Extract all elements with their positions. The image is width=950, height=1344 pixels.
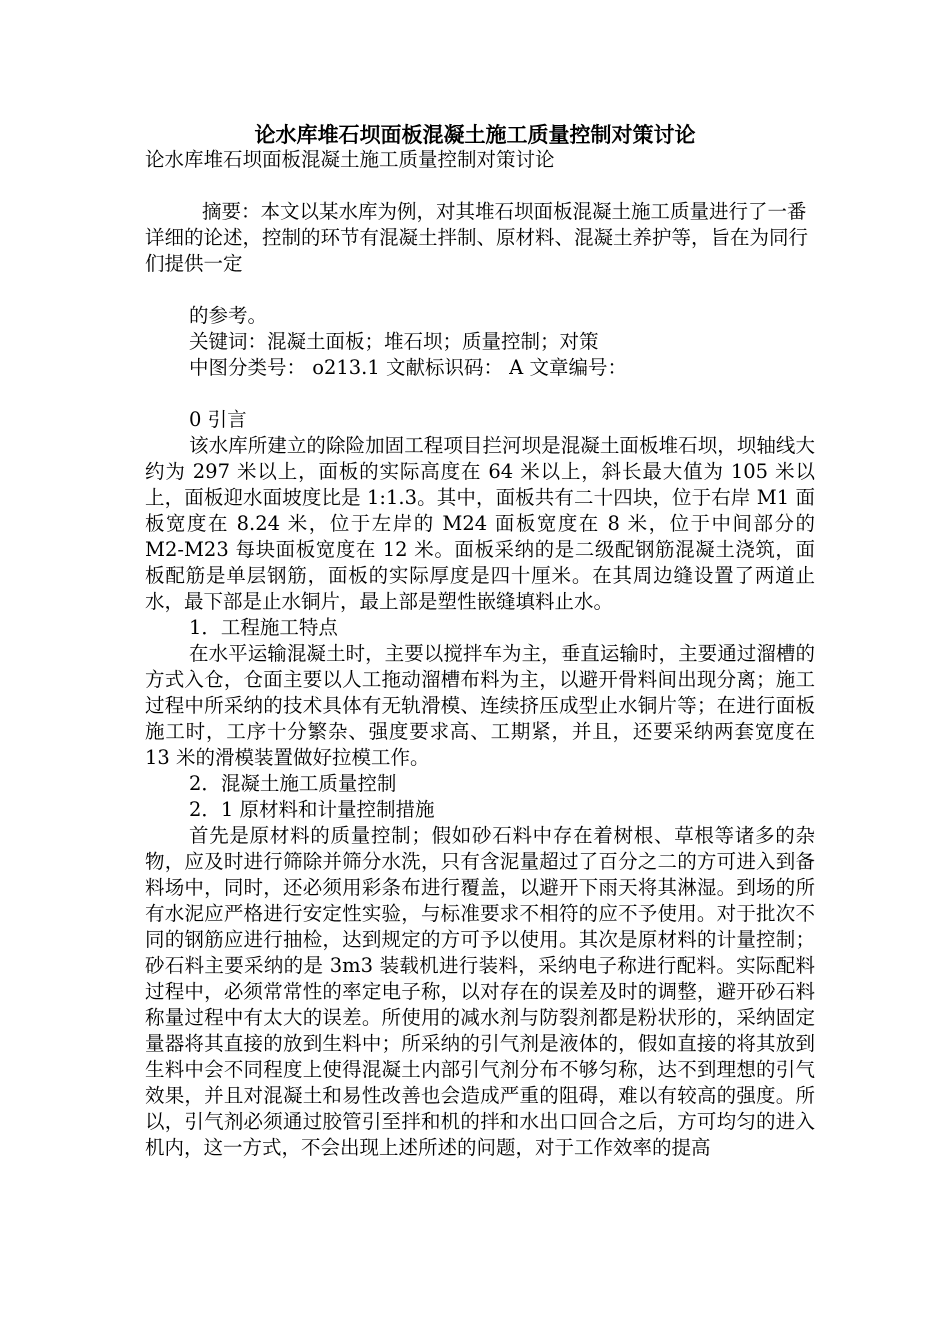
section-0-heading: 0 引言 (189, 408, 247, 431)
section-1-heading: 1．工程施工特点 (189, 616, 338, 639)
blank-line (145, 173, 815, 199)
keywords-line: 关键词：混凝土面板；堆石坝；质量控制；对策 (189, 330, 599, 353)
section-0-paragraph: 该水库所建立的除险加固工程项目拦河坝是混凝土面板堆石坝，坝轴线大约为 297 米以上，面板的实际高度在 64 米以上，斜长最大值为 105 米以上，面板迎水面坡度比是 1:1.3。其中，面板共有二十四块，位于右岸 M1 面板宽度在 8.24 米，位于左岸的 M24 面板宽度在 8 米，位于中间部分的 M2-M23 每块面板宽度在 12 米。面板采纳的是二级配钢筋混凝土浇筑，面板配筋是单层钢筋，面板的实际厚度是四十厘米。在其周边缝设置了两道止水，最下部是止水铜片，最上部是塑性嵌缝填料止水。 (145, 434, 815, 613)
abstract-continuation: 的参考。 (189, 304, 268, 327)
section-2-1-heading: 2．1 原材料和计量控制措施 (189, 798, 435, 821)
section-1-paragraph: 在水平运输混凝土时，主要以搅拌车为主，垂直运输时，主要通过溜槽的方式入仓，仓面主要以人工拖动溜槽布料为主，以避开骨料间出现分离；施工过程中所采纳的技术具体有无轨滑模、连续挤压成型止水铜片等；在进行面板施工时，工序十分繁杂、强度要求高、工期紧，并且，还要采纳两套宽度在 13 米的滑模装置做好拉模工作。 (145, 642, 815, 769)
section-2-heading: 2．混凝土施工质量控制 (189, 772, 397, 795)
classification-line: 中图分类号： o213.1 文献标识码： A 文章编号： (189, 356, 627, 379)
document-body (145, 147, 815, 1161)
document-subtitle: 论水库堆石坝面板混凝土施工质量控制对策讨论 (145, 148, 555, 171)
blank-line (145, 277, 815, 303)
section-2-1-paragraph: 首先是原材料的质量控制；假如砂石料中存在着树根、草根等诸多的杂物，应及时进行筛除并筛分水洗，只有含泥量超过了百分之二的方可进入到备料场中，同时，还必须用彩条布进行覆盖，以避开下雨天将其淋湿。到场的所有水泥应严格进行安定性实验，与标准要求不相符的应不予使用。对于批次不同的钢筋应进行抽检，达到规定的方可予以使用。其次是原材料的计量控制；砂石料主要采纳的是 3m3 装载机进行装料，采纳电子称进行配料。实际配料过程中，必须常常性的率定电子称，以对存在的误差及时的调整，避开砂石料称量过程中有太大的误差。所使用的减水剂与防裂剂都是粉状形的，采纳固定量器将其直接的放到生料中；所采纳的引气剂是液体的，假如直接的将其放到生料中会不同程度上使得混凝土内部引气剂分布不够匀称，达不到理想的引气效果，并且对混凝土和易性改善也会造成严重的阻碍，难以有较高的强度。所以，引气剂必须通过胶管引至拌和机的拌和水出口回合之后，方可均匀的进入机内，这一方式，不会出现上述所述的问题，对于工作效率的提高 (145, 824, 815, 1159)
document-title: 论水库堆石坝面板混凝土施工质量控制对策讨论 (254, 123, 696, 147)
abstract-paragraph: 摘要：本文以某水库为例，对其堆石坝面板混凝土施工质量进行了一番详细的论述，控制的环节有混凝土拌制、原材料、混凝土养护等，旨在为同行们提供一定 (145, 200, 809, 275)
blank-line (145, 381, 815, 407)
